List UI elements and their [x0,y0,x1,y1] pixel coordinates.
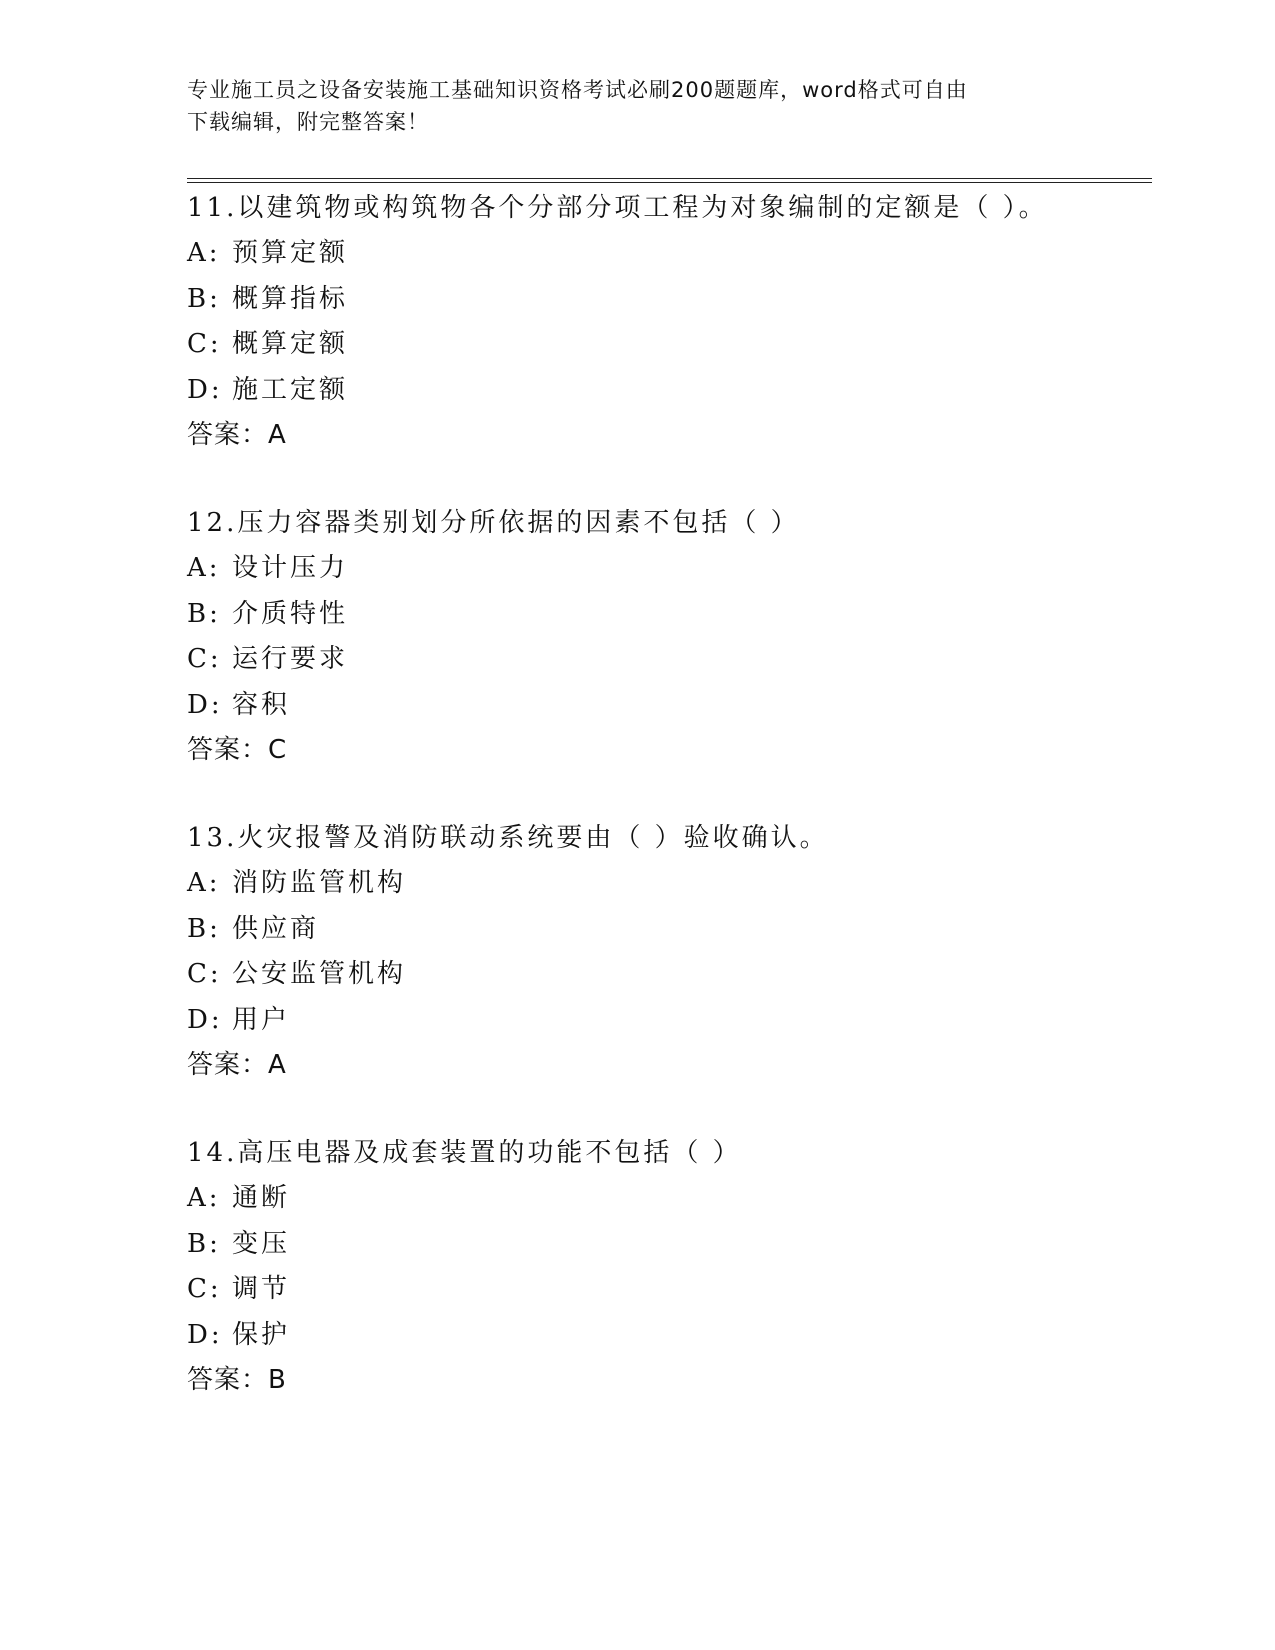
question-13 [187,822,1127,1094]
option-text: 介质特性 [232,598,349,629]
option-letter: A: [187,868,221,898]
intro-line-2: 下载编辑，附完整答案！ [187,110,429,134]
option-b [187,283,1127,329]
answer-text: 答案：A [187,420,287,450]
option-text: 概算定额 [232,329,349,359]
option-text: 用户 [232,1004,291,1035]
option-a [187,1182,1127,1228]
option-c [187,1273,1127,1319]
question-stem: 12.压力容器类别划分所依据的因素不包括（ ） [187,508,800,538]
option-letter: B: [187,1228,221,1259]
option-letter: D: [187,374,223,405]
intro-line-1: 专业施工员之设备安装施工基础知识资格考试必刷200题题库，word格式可自由 [187,78,968,102]
option-letter: C: [187,644,222,674]
option-d [187,1319,1127,1365]
header-divider-top [187,178,1152,179]
option-text: 预算定额 [232,238,349,268]
option-text: 容积 [232,689,291,720]
option-letter: B: [187,598,221,629]
option-b [187,598,1127,644]
option-letter: A: [187,553,221,583]
answer-text: 答案：A [187,1050,287,1080]
option-letter: C: [187,959,222,989]
question-14 [187,1137,1127,1409]
option-text: 公安监管机构 [232,959,407,989]
option-text: 消防监管机构 [232,868,407,898]
option-text: 设计压力 [232,553,349,583]
question-11 [187,192,1127,464]
option-d [187,689,1127,735]
option-letter: C: [187,1274,222,1304]
option-text: 供应商 [232,913,320,944]
option-letter: C: [187,329,222,359]
option-a [187,237,1127,283]
option-c [187,643,1127,689]
option-text: 通断 [232,1183,291,1213]
option-letter: D: [187,1319,223,1350]
answer-text: 答案：B [187,1365,287,1395]
option-a [187,867,1127,913]
option-d [187,374,1127,420]
question-stem: 11.以建筑物或构筑物各个分部分项工程为对象编制的定额是（ ）。 [187,193,1048,223]
answer-text: 答案：C [187,735,288,765]
option-letter: D: [187,1004,223,1035]
question-stem: 13.火灾报警及消防联动系统要由（ ）验收确认。 [187,823,829,853]
option-letter: A: [187,1183,221,1213]
question-12 [187,507,1127,779]
option-b [187,1228,1127,1274]
option-text: 运行要求 [232,644,349,674]
option-letter: B: [187,913,221,944]
header-divider-bottom [187,182,1152,183]
option-text: 调节 [232,1274,291,1304]
option-text: 保护 [232,1319,291,1350]
option-letter: B: [187,283,221,314]
option-text: 施工定额 [232,374,349,405]
option-text: 概算指标 [232,283,349,314]
option-a [187,552,1127,598]
option-text: 变压 [232,1228,291,1259]
document-intro [187,74,1067,138]
option-d [187,1004,1127,1050]
option-b [187,913,1127,959]
option-c [187,328,1127,374]
option-letter: D: [187,689,223,720]
option-letter: A: [187,238,221,268]
question-stem: 14.高压电器及成套装置的功能不包括（ ） [187,1138,742,1168]
option-c [187,958,1127,1004]
